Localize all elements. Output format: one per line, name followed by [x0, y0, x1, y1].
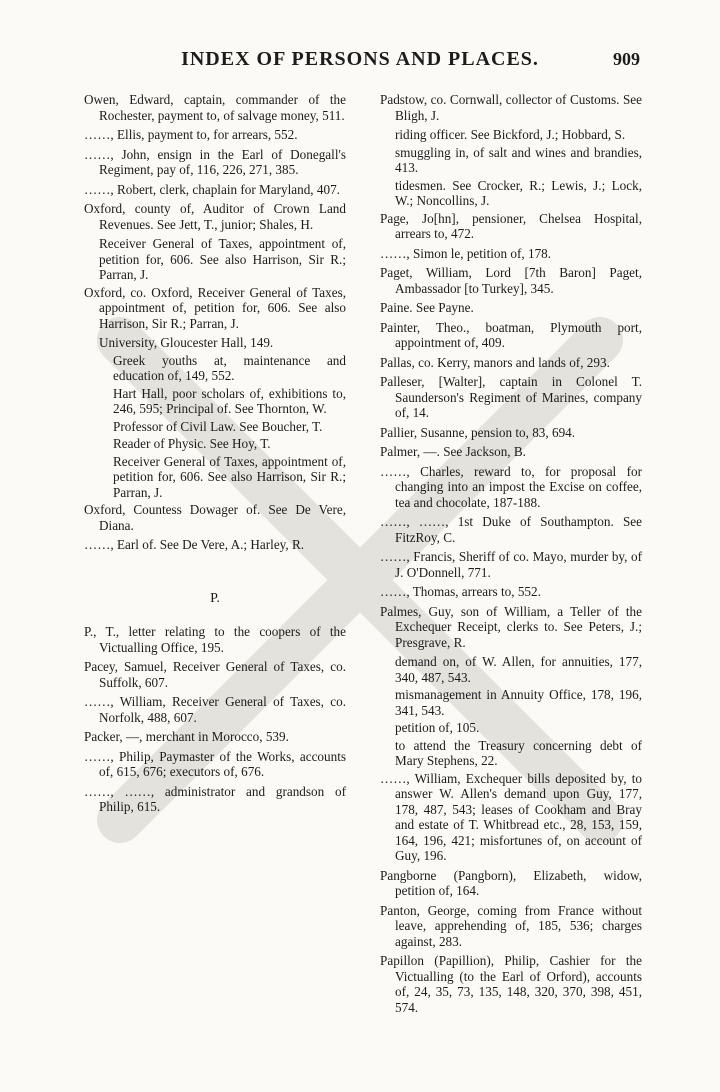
index-entry: Packer, —, merchant in Morocco, 539.	[84, 729, 289, 744]
left-column	[84, 92, 346, 819]
index-subentry: Reader of Physic. See Hoy, T.	[113, 436, 271, 451]
index-subentry: Greek youths at, maintenance and education of, 149, 552.	[113, 352, 346, 383]
index-entry: ……, Thomas, arrears to, 552.	[380, 584, 541, 599]
index-subentry: University, Gloucester Hall, 149.	[99, 335, 274, 350]
index-entry: ……, Philip, Paymaster of the Works, accounts of, 615, 676; executors of, 676.	[84, 748, 346, 779]
index-subentry: mismanagement in Annuity Office, 178, 196, 341, 543.	[395, 687, 642, 718]
index-entry: Oxford, Countess Dowager of. See De Vere, Diana.	[84, 502, 346, 533]
index-entry: ……, Ellis, payment to, for arrears, 552.	[84, 127, 298, 142]
index-entry: Painter, Theo., boatman, Plymouth port, appointment of, 409.	[380, 319, 642, 350]
index-entry: P., T., letter relating to the coopers of the Victualling Office, 195.	[84, 624, 346, 655]
index-entry: Papillon (Papillion), Philip, Cashier for the Victualling (to the Earl of Orford), accounts of, 24, 35, 73, 135, 148, 320, 370, 398, 451, 574.	[380, 953, 642, 1015]
index-entry: ……, ……, 1st Duke of Southampton. See FitzRoy, C.	[380, 514, 642, 545]
index-entry: ……, Charles, reward to, for proposal for changing into an impost the Excise on coffee, tea and chocolate, 187-188.	[380, 463, 642, 510]
index-entry: ……, John, ensign in the Earl of Donegall's Regiment, pay of, 116, 226, 271, 385.	[84, 146, 346, 177]
running-title: INDEX OF PERSONS AND PLACES.	[181, 48, 539, 70]
index-entry: Pacey, Samuel, Receiver General of Taxes, co. Suffolk, 607.	[84, 659, 346, 690]
index-subentry: to attend the Treasury concerning debt of Mary Stephens, 22.	[395, 737, 642, 768]
index-entry: ……, Simon le, petition of, 178.	[380, 245, 552, 261]
index-entry: ……, William, Receiver General of Taxes, co. Norfolk, 488, 607.	[84, 694, 346, 725]
index-entry: ……, William, Exchequer bills deposited by, to answer W. Allen's demand upon Guy, 177, 178, 487, 543; leases of Cookham and Bray and estate of T. Whitbread etc., 28, 153, 159, 164, 196, 421; misfortunes of, on account of Guy, 196.	[380, 770, 642, 863]
index-entry: Owen, Edward, captain, commander of the Rochester, payment to, of salvage money, 511.	[84, 92, 346, 123]
index-entry: Oxford, co. Oxford, Receiver General of Taxes, appointment of, petition for, 606. See also Harrison, Sir R.; Parran, J.	[84, 284, 346, 331]
index-entry: Paget, William, Lord [7th Baron] Paget, Ambassador [to Turkey], 345.	[380, 265, 642, 296]
index-entry: Oxford, county of, Auditor of Crown Land Revenues. See Jett, T., junior; Shales, H.	[84, 201, 346, 232]
index-entry: ……, Francis, Sheriff of co. Mayo, murder by, of J. O'Donnell, 771.	[380, 549, 642, 580]
index-entry: Palmes, Guy, son of William, a Teller of the Exchequer Receipt, clerks to. See Peters, J.; Presgrave, R.	[380, 603, 642, 650]
index-subentry: Hart Hall, poor scholars of, exhibitions to, 246, 595; Principal of. See Thornton, W.	[113, 385, 346, 416]
index-subentry: tidesmen. See Crocker, R.; Lewis, J.; Lock, W.; Noncollins, J.	[395, 177, 642, 208]
index-entry: Pallier, Susanne, pension to, 83, 694.	[380, 424, 576, 440]
index-subentry: riding officer. See Bickford, J.; Hobbard, S.	[395, 127, 626, 142]
index-entry: Palleser, [Walter], captain in Colonel T. Saunderson's Regiment of Marines, company of, 14.	[380, 374, 642, 420]
index-subentry: Receiver General of Taxes, appointment of, petition for, 606. See also Harrison, Sir R.; Parran, J.	[99, 236, 346, 282]
page-header	[80, 48, 640, 76]
index-entry: Padstow, co. Cornwall, collector of Customs. See Bligh, J.	[380, 92, 642, 123]
section-letter: P.	[210, 590, 220, 606]
index-entry: ……, Robert, clerk, chaplain for Maryland, 407.	[84, 181, 340, 197]
index-entry: Pangborne (Pangborn), Elizabeth, widow, petition of, 164.	[380, 867, 642, 898]
index-entry: Page, Jo[hn], pensioner, Chelsea Hospital, arrears to, 472.	[380, 210, 642, 241]
index-entry: Panton, George, coming from France without leave, apprehending of, 185, 536; charges against, 283.	[380, 902, 642, 949]
index-subentry: smuggling in, of salt and wines and brandies, 413.	[395, 144, 642, 175]
index-entry: Pallas, co. Kerry, manors and lands of, 293.	[380, 354, 610, 370]
index-subentry: Receiver General of Taxes, appointment of, petition for, 606. See also Harrison, Sir R.; Parran, J.	[113, 453, 346, 500]
index-entry: ……, ……, administrator and grandson of Philip, 615.	[84, 783, 346, 814]
index-entry: ……, Earl of. See De Vere, A.; Harley, R.	[84, 537, 305, 552]
page-number: 909	[613, 49, 640, 69]
index-entry: Palmer, —. See Jackson, B.	[380, 444, 526, 459]
index-subentry: demand on, of W. Allen, for annuities, 177, 340, 487, 543.	[395, 654, 642, 685]
index-subentry: petition of, 105.	[395, 720, 480, 735]
index-subentry: Professor of Civil Law. See Boucher, T.	[113, 418, 323, 434]
index-entry: Paine. See Payne.	[380, 300, 474, 315]
right-column	[380, 92, 642, 1019]
